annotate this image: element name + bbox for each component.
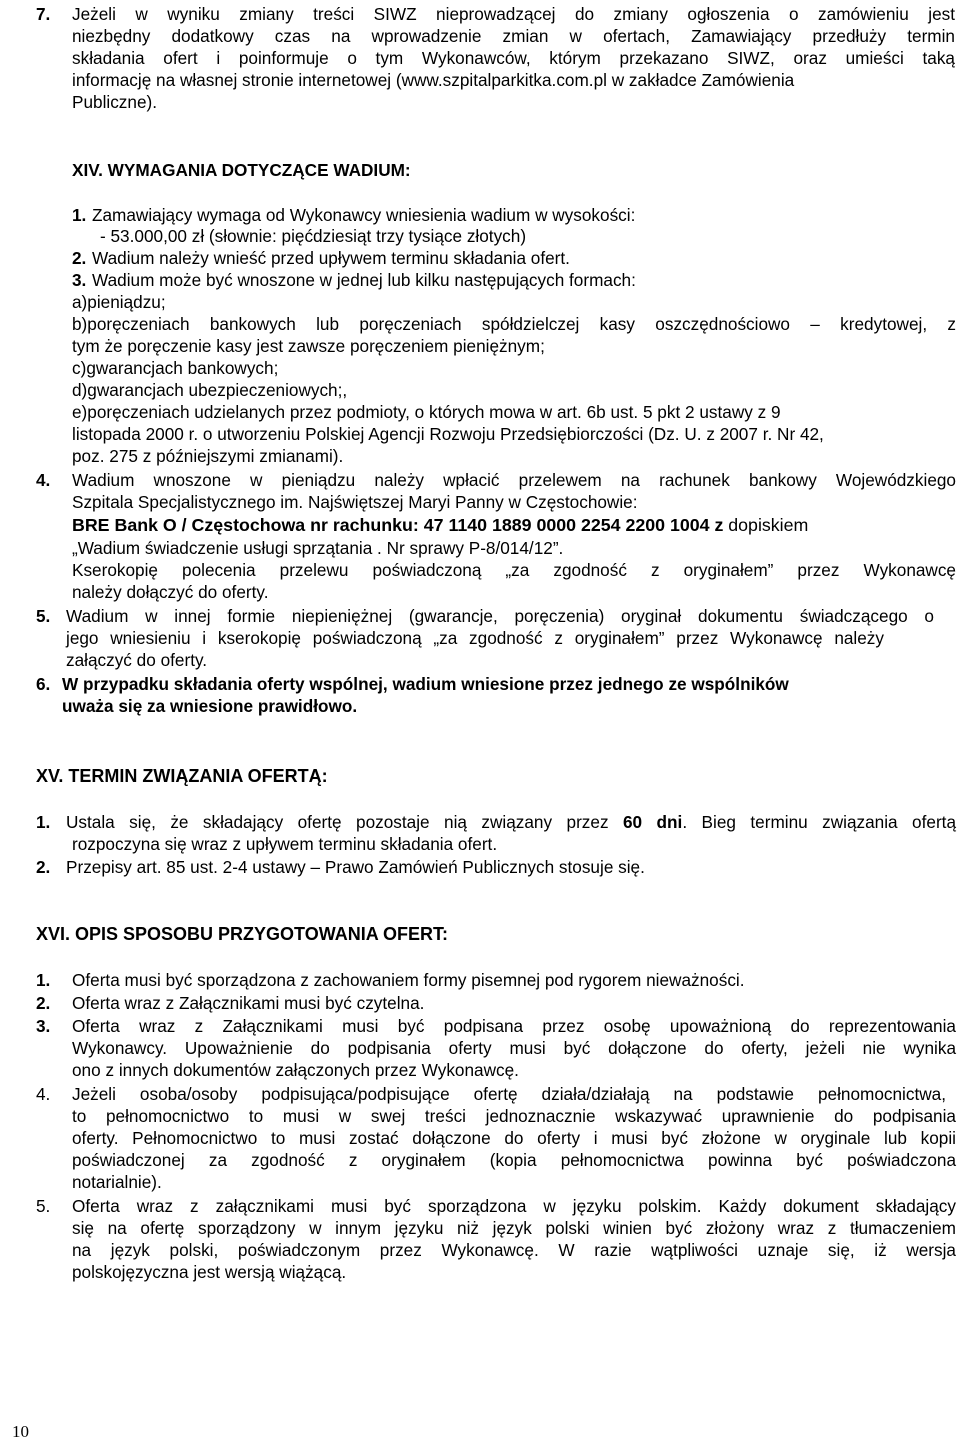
item-number: 7. [36,4,51,24]
list-item: d)gwarancjach ubezpieczeniowych;, [72,380,348,400]
paragraph-line: składania ofert i poinformuje o tym Wykonawców, którym przekazano SIWZ, oraz umieści taką [72,48,955,68]
list-item: uważa się za wniesione prawidłowo. [62,696,358,716]
paragraph-line: Jeżeli w wyniku zmiany treści SIWZ nieprowadzącej do zmiany ogłoszenia o zamówieniu jest [72,4,955,24]
list-item: Oferta musi być sporządzona z zachowaniem formy pisemnej pod rygorem nieważności. [72,970,745,990]
paragraph-text: . Bieg terminu związania ofertą [682,812,957,832]
item-number: 1. [36,970,51,990]
days-value: 60 dni [623,812,683,832]
list-item: się na ofertę sporządzony w innym języku niż język polski winien być złożony wraz z tłumaczeniem [72,1218,956,1238]
list-item: Zamawiający wymaga od Wykonawcy wniesienia wadium w wysokości: [92,205,636,225]
list-item: należy dołączyć do oferty. [72,582,269,602]
item-number: 4. [36,470,51,490]
list-item: Wadium może być wnoszone w jednej lub kilku następujących formach: [92,270,636,290]
list-item: c)gwarancjach bankowych; [72,358,279,378]
item-number: 1. [36,812,51,832]
list-item: to pełnomocnictwo to musi w swej treści jednoznacznie wskazywać uprawnienie do podpisania [72,1106,956,1126]
list-item: notarialnie). [72,1172,162,1192]
paragraph-text: informację na własnej stronie internetowej ( [72,70,402,90]
list-item: Oferta wraz z Załącznikami musi być czytelna. [72,993,425,1013]
item-number: 5. [36,1196,51,1216]
list-item: Jeżeli osoba/osoby podpisująca/podpisujące ofertę działa/działają na podstawie pełnomocnictwa, [72,1084,946,1104]
bank-account-number: BRE Bank O / Częstochowa nr rachunku: 47 1140 1889 0000 2254 2200 1004 z [72,515,724,535]
list-item: załączyć do oferty. [66,650,208,670]
paragraph-text: w zakładce Zamówienia [606,70,795,90]
list-item: poświadczonej za zgodność z oryginałem (kopia pełnomocnictwa powinna być poświadczona [72,1150,956,1170]
section-heading: XV. TERMIN ZWIĄZANIA OFERTĄ: [36,766,328,786]
list-item: jego wniesieniu i kserokopię poświadczoną „za zgodność z oryginałem” przez Wykonawcę należy [66,628,884,648]
list-item: Oferta wraz z Załącznikami musi być podpisana przez osobę upoważnioną do reprezentowania [72,1016,956,1036]
list-item: rozpoczyna się wraz z upływem terminu składania ofert. [72,834,498,854]
list-item: Wadium należy wnieść przed upływem terminu składania ofert. [92,248,570,268]
item-number: 2. [72,248,87,268]
list-item: W przypadku składania oferty wspólnej, wadium wniesione przez jednego ze wspólników [62,674,789,694]
list-item: Wadium wnoszone w pieniądzu należy wpłacić przelewem na rachunek bankowy Wojewódzkiego [72,470,956,490]
list-item: Oferta wraz z załącznikami musi być sporządzona w języku polskim. Każdy dokument składający [72,1196,956,1216]
list-item: listopada 2000 r. o utworzeniu Polskiej Agencji Rozwoju Przedsiębiorczości (Dz. U. z 2007 r. Nr 42, [72,424,824,444]
website-link[interactable]: www.szpitalparkitka.com.pl [401,70,607,90]
item-number: 3. [36,1016,51,1036]
list-item: Szpitala Specjalistycznego im. Najświętszej Maryi Panny w Częstochowie: [72,492,638,512]
section-heading: XIV. WYMAGANIA DOTYCZĄCE WADIUM: [72,160,411,180]
paragraph-line: niezbędny dodatkowy czas na wprowadzenie zmian w ofertach, Zamawiający przedłuży termin [72,26,955,46]
list-item: na język polski, poświadczonym przez Wykonawcę. W razie wątpliwości uznaje się, iż wersja [72,1240,956,1260]
item-number: 2. [36,993,51,1013]
item-number: 4. [36,1084,51,1104]
list-item [66,812,956,834]
list-item: Kserokopię polecenia przelewu poświadczoną „za zgodność z oryginałem” przez Wykonawcę [72,560,956,580]
list-item: ono z innych dokumentów załączonych przez Wykonawcę. [72,1060,519,1080]
list-item: e)poręczeniach udzielanych przez podmioty, o których mowa w art. 6b ust. 5 pkt 2 ustawy z 9 [72,402,781,422]
list-item: Wykonawcy. Upoważnienie do podpisania oferty musi być dołączone do oferty, jeżeli nie wynika [72,1038,956,1058]
paragraph-text: Ustala się, że składający ofertę pozostaje nią związany przez [66,812,623,832]
list-item: Wadium w innej formie niepieniężnej (gwarancje, poręczenia) oryginał dokumentu świadczącego o [66,606,934,626]
list-item: oferty. Pełnomocnictwo to musi zostać dołączone do oferty i musi być złożone w oryginale lub kopii [72,1128,956,1148]
list-item: - 53.000,00 zł (słownie: pięćdziesiąt trzy tysiące złotych) [100,226,527,246]
page-number: 10 [12,1422,29,1441]
list-item: polskojęzyczna jest wersją wiążącą. [72,1262,347,1282]
bank-account-line [72,515,808,537]
item-number: 2. [36,857,51,877]
item-number: 5. [36,606,51,626]
list-item: a)pieniądzu; [72,292,166,312]
item-number: 3. [72,270,87,290]
item-number: 1. [72,205,87,225]
list-item: b)poręczeniach bankowych lub poręczeniach spółdzielczej kasy oszczędnościowo – kredytowej, z [72,314,956,334]
section-heading: XVI. OPIS SPOSOBU PRZYGOTOWANIA OFERT: [36,924,449,944]
list-item: Przepisy art. 85 ust. 2-4 ustawy – Prawo Zamówień Publicznych stosuje się. [66,857,645,877]
paragraph-line: Publiczne). [72,92,158,112]
paragraph-line [72,70,794,92]
list-item: poz. 275 z późniejszymi zmianami). [72,446,344,466]
item-number: 6. [36,674,51,694]
paragraph-text: dopiskiem [723,515,809,535]
list-item: „Wadium świadczenie usługi sprzątania . Nr sprawy P-8/014/12”. [72,538,564,558]
list-item: tym że poręczenie kasy jest zawsze poręczeniem pieniężnym; [72,336,545,356]
